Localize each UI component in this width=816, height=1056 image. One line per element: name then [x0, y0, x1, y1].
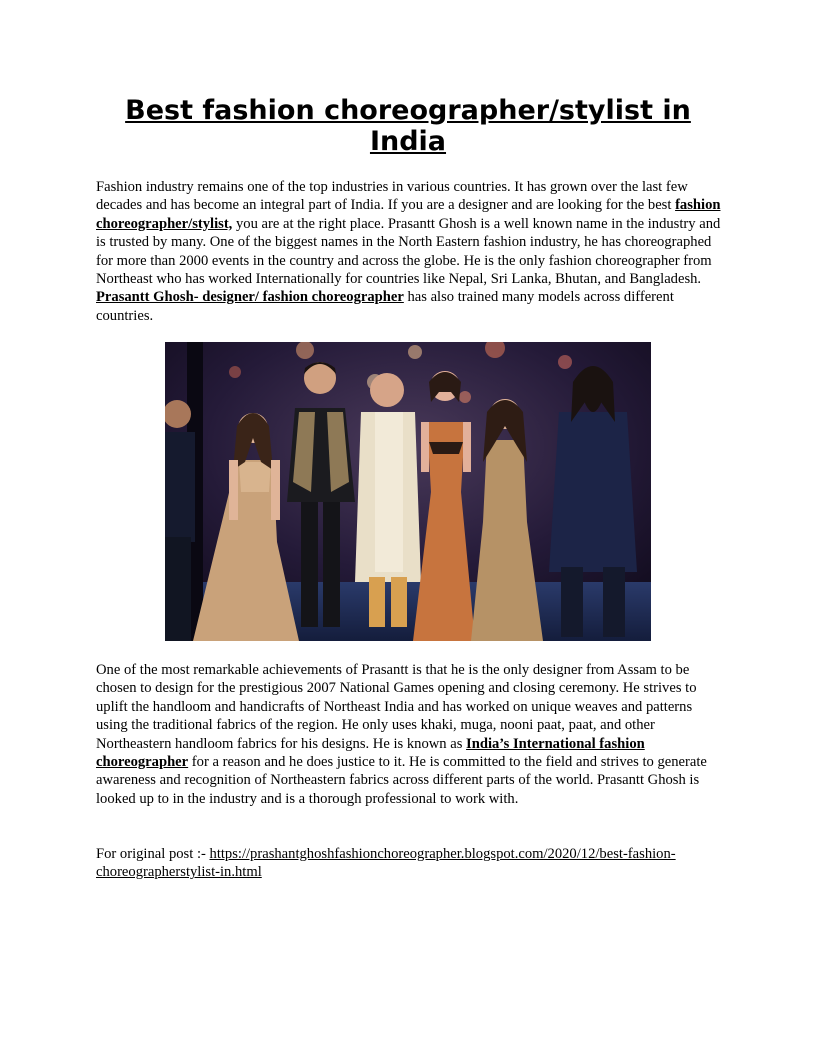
prasantt-ghosh-designer-link[interactable]: Prasantt Ghosh- designer/ fashion choreographer [96, 289, 404, 306]
source-paragraph [96, 845, 722, 882]
page-title: Best fashion choreographer/stylist in India [125, 95, 691, 157]
achievements-text-a: One of the most remarkable achievements of Prasantt is that he is the only designer from Assam to be chosen to design for the prestigious 2007 National Games opening and closing ceremony. He strives to uplift the handloom and handicrafts of Northeast India and has worked on unique weaves and patterns using the traditional fabrics of the region. He only uses khaki, muga, nooni paat, paat, and other Northeastern handloom fabrics for his designs. He is known as [96, 662, 697, 752]
international-choreographer-link[interactable]: India’s International fashion choreographer [96, 735, 645, 771]
source-prefix: For original post :- [96, 846, 210, 862]
achievements-text-b: for a reason and he does justice to it. He is committed to the field and strives to generate awareness and recognition of Northeastern fabrics across different parts of the world. Prasantt Ghosh is looked up to in the industry and is a thorough professional to work with. [96, 754, 707, 807]
group-photo-illustration [165, 342, 651, 641]
intro-text-b: you are at the right place. Prasantt Ghosh is a well known name in the industry and is trusted by many. One of the biggest names in the North Eastern fashion industry, he has choreographed for more than 2000 events in the country and across the globe. He is the only fashion choreographer from Northeast who has worked Internationally for countries like Nepal, Sri Lanka, Bhutan, and Bangladesh. [96, 215, 721, 288]
fashion-choreographer-link[interactable]: fashion choreographer/stylist, [96, 197, 721, 232]
group-fashion-photo [165, 342, 651, 641]
intro-text-a: Fashion industry remains one of the top industries in various countries. It has grown over the last few decades and has become an integral part of India. If you are a designer and are looking for the best [96, 179, 688, 214]
achievements-paragraph [96, 661, 722, 808]
intro-paragraph [96, 178, 722, 325]
intro-text-c: has also trained many models across different countries. [96, 289, 674, 324]
original-post-link[interactable]: https://prashantghoshfashionchoreographer.blogspot.com/2020/12/best-fashion-choreographerstylist-in.html [96, 846, 676, 881]
